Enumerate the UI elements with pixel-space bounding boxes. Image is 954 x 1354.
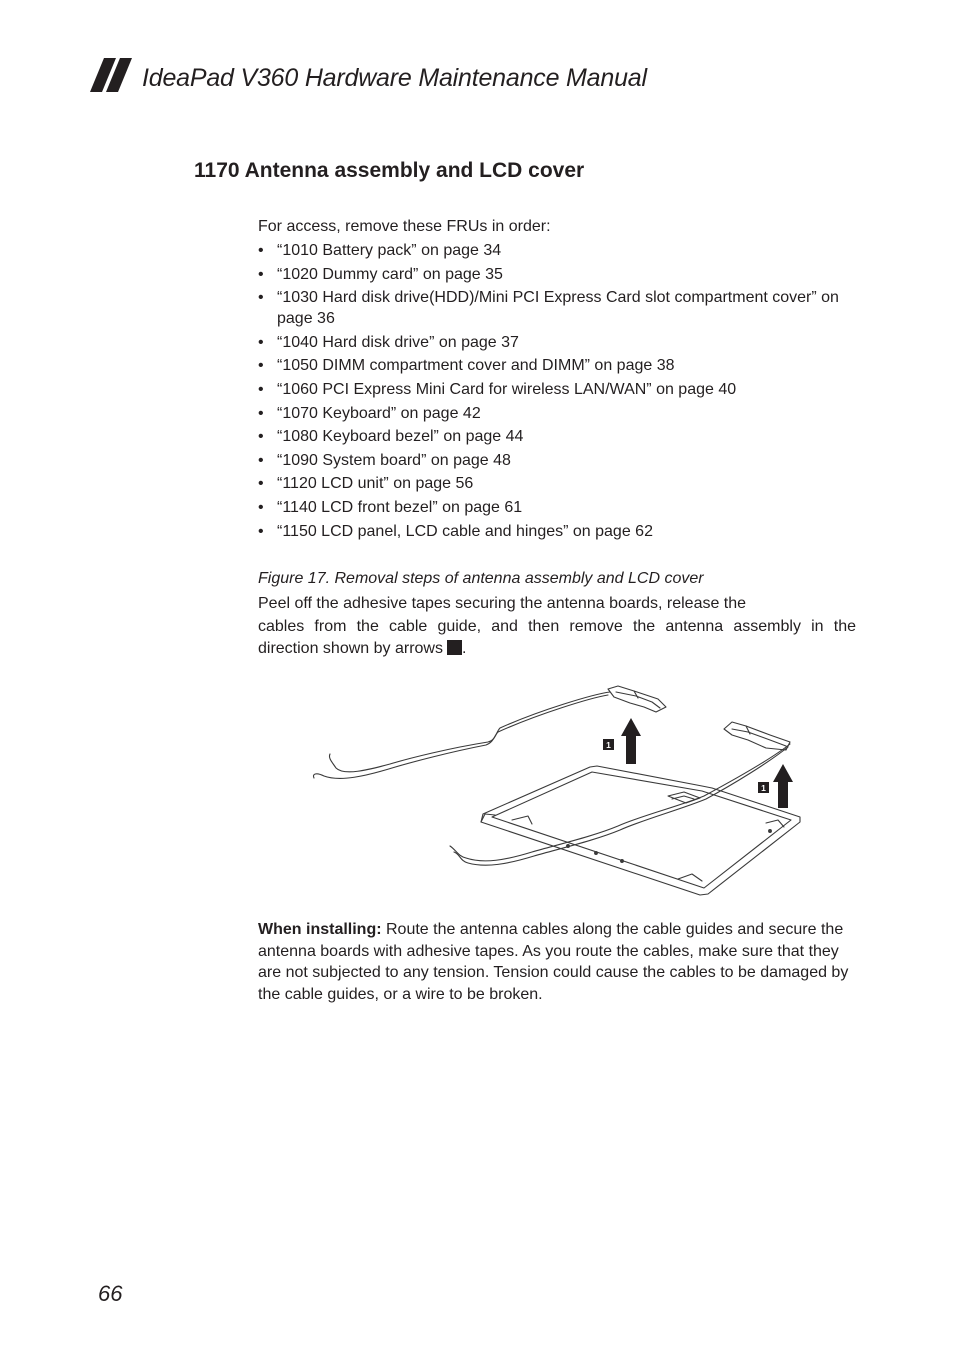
rim-screw (621, 860, 624, 863)
antenna-cable-right-inner (454, 747, 788, 865)
fru-list-item: • “1080 Keyboard bezel” on page 44 (258, 426, 858, 447)
step-marker-icon (447, 640, 462, 655)
antenna-cable-left (329, 692, 610, 772)
removal-line: cables from the cable guide, and then remove the antenna assembly in the (258, 617, 856, 635)
rim-screw (595, 852, 598, 855)
installation-note (258, 919, 856, 1005)
arrow-up-icon (773, 764, 793, 808)
removal-line-end: . (461, 640, 467, 657)
antenna-board-left (608, 686, 666, 712)
removal-instructions (258, 593, 856, 661)
removal-line-last (258, 638, 856, 661)
cable-guide (668, 792, 700, 803)
lcd-cover-outline (481, 766, 800, 895)
antenna-cable-right (450, 744, 790, 861)
fru-list-item: • “1150 LCD panel, LCD cable and hinges” on page 62 (258, 521, 858, 542)
fru-list-item: • “1070 Keyboard” on page 42 (258, 403, 858, 424)
antenna-lcd-cover-diagram (300, 680, 810, 900)
step-label: 1 (606, 740, 611, 750)
fru-list-item: • “1060 PCI Express Mini Card for wireless LAN/WAN” on page 40 (258, 379, 858, 400)
installation-note-lead: When installing: (258, 921, 382, 938)
access-intro: For access, remove these FRUs in order: (258, 218, 551, 235)
figure-caption: Figure 17. Removal steps of antenna assembly and LCD cover (258, 570, 704, 587)
arrow-up-icon (621, 718, 641, 764)
manual-title: IdeaPad V360 Hardware Maintenance Manual (142, 64, 647, 92)
installation-note-text: Route the antenna cables along the cable guides and secure the antenna boards with adhesive tapes. As you route the cables, make sure that they are not subjected to any tension. Tension could cause the cables to be damaged by the cable guides, or a wire to be broken. (258, 921, 849, 1003)
page-number: 66 (98, 1281, 123, 1306)
lcd-cover-inner-edge (492, 772, 791, 888)
step-label: 1 (761, 783, 766, 793)
fru-list-item: • “1020 Dummy card” on page 35 (258, 264, 858, 285)
fru-list-item: • “1090 System board” on page 48 (258, 450, 858, 471)
fru-list-item: • “1010 Battery pack” on page 34 (258, 240, 858, 261)
page-header (90, 58, 790, 94)
lcd-cover-bracket (512, 816, 532, 824)
cable-guide (672, 796, 694, 799)
antenna-cable-left-inner (313, 695, 608, 778)
section-heading: 1170 Antenna assembly and LCD cover (194, 159, 585, 182)
fru-list-item: • “1050 DIMM compartment cover and DIMM” on page 38 (258, 355, 858, 376)
fru-removal-list (258, 240, 858, 544)
fru-list-item: • “1140 LCD front bezel” on page 61 (258, 497, 858, 518)
fru-list-item: • “1040 Hard disk drive” on page 37 (258, 332, 858, 353)
removal-line: Peel off the adhesive tapes securing the antenna boards, release the (258, 595, 747, 612)
double-slash-logo-icon (90, 58, 136, 94)
fru-list-item: • “1030 Hard disk drive(HDD)/Mini PCI Express Card slot compartment cover” on page 36 (258, 287, 858, 329)
antenna-board-right (724, 722, 790, 750)
fru-list-item: • “1120 LCD unit” on page 56 (258, 473, 858, 494)
rim-screw (769, 830, 772, 833)
removal-line-text: direction shown by arrows (258, 640, 443, 657)
lcd-cover-bracket (766, 820, 784, 827)
